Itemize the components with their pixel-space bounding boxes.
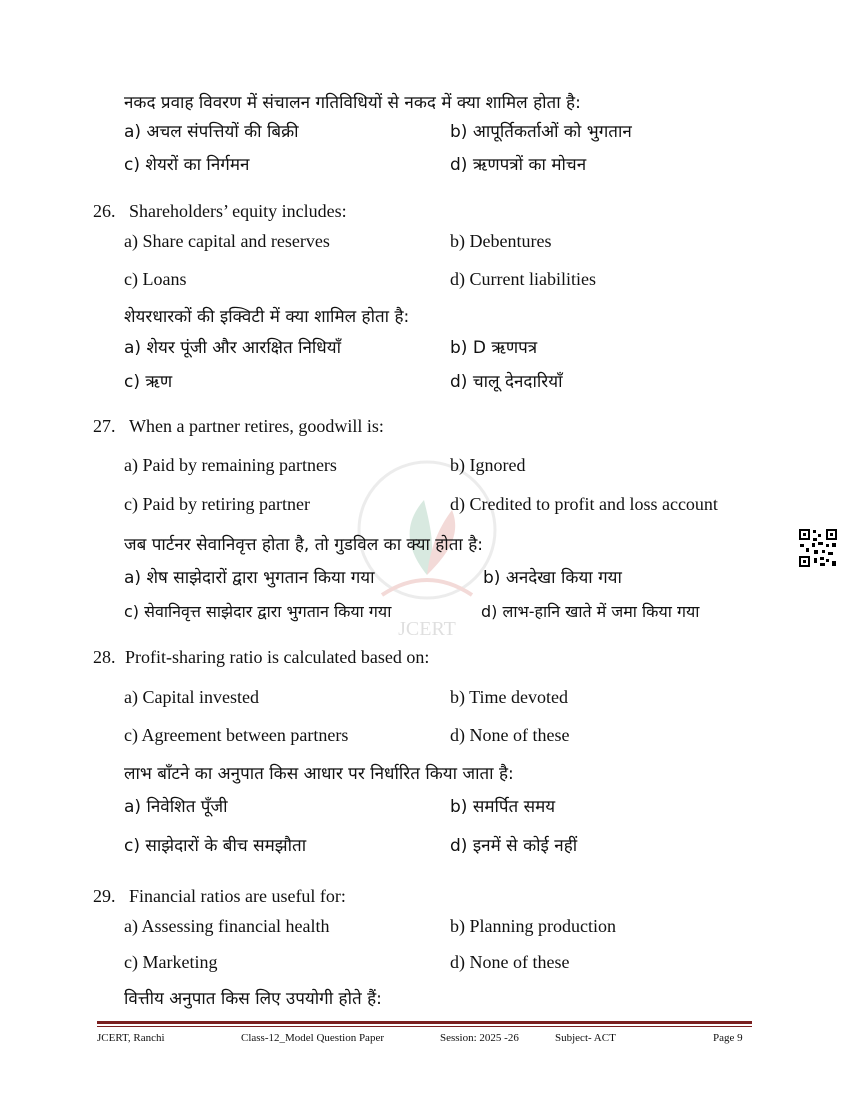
q28-hindi-option-b: b) समर्पित समय	[450, 797, 556, 817]
q27-number: 27.	[93, 416, 116, 436]
q29-hindi-question: वित्तीय अनुपात किस लिए उपयोगी होते हैं:	[124, 989, 382, 1009]
q28-option-d: d) None of these	[450, 725, 570, 745]
q26-hindi-option-a: a) शेयर पूंजी और आरक्षित निधियाँ	[124, 338, 342, 358]
q28-number: 28.	[93, 647, 116, 667]
q27-hindi-option-a: a) शेष साझेदारों द्वारा भुगतान किया गया	[124, 568, 375, 588]
q28-option-c: c) Agreement between partners	[124, 725, 349, 745]
q28-option-b: b) Time devoted	[450, 687, 569, 707]
qr-code-icon	[798, 528, 838, 568]
q26-number: 26.	[93, 201, 116, 221]
q27-option-a: a) Paid by remaining partners	[124, 455, 337, 475]
q27-option-b: b) Ignored	[450, 455, 526, 475]
q26-hindi-question: शेयरधारकों की इक्विटी में क्या शामिल होता है:	[124, 307, 410, 327]
q27-option-d: d) Credited to profit and loss account	[450, 494, 718, 514]
q25-hindi-option-b: b) आपूर्तिकर्ताओं को भुगतान	[450, 122, 632, 142]
q26-option-b: b) Debentures	[450, 231, 552, 251]
q29-question: Financial ratios are useful for:	[129, 886, 346, 906]
footer-rule-thin	[97, 1026, 752, 1027]
q28-question: Profit-sharing ratio is calculated based on:	[125, 647, 430, 667]
q26-hindi-option-d: d) चालू देनदारियाँ	[450, 372, 563, 392]
q29-option-b: b) Planning production	[450, 916, 616, 936]
q27-hindi-option-d: d) लाभ-हानि खाते में जमा किया गया	[481, 602, 700, 621]
q29-option-d: d) None of these	[450, 952, 570, 972]
q26-option-a: a) Share capital and reserves	[124, 231, 330, 251]
watermark-text: JCERT	[398, 618, 456, 640]
q25-hindi-option-a: a) अचल संपत्तियों की बिक्री	[124, 122, 299, 142]
footer-rule-thick	[97, 1021, 752, 1024]
q27-option-c: c) Paid by retiring partner	[124, 494, 310, 514]
q26-option-d: d) Current liabilities	[450, 269, 596, 289]
q26-option-c: c) Loans	[124, 269, 187, 289]
q28-option-a: a) Capital invested	[124, 687, 259, 707]
q29-option-a: a) Assessing financial health	[124, 916, 330, 936]
q27-hindi-option-b: b) अनदेखा किया गया	[483, 568, 622, 588]
q27-hindi-question: जब पार्टनर सेवानिवृत्त होता है, तो गुडविल का क्या होता है:	[124, 535, 483, 555]
q25-hindi-option-d: d) ऋणपत्रों का मोचन	[450, 155, 587, 175]
q27-hindi-option-c: c) सेवानिवृत्त साझेदार द्वारा भुगतान किया गया	[124, 602, 392, 621]
q28-hindi-option-a: a) निवेशित पूँजी	[124, 797, 228, 817]
footer-session: Session: 2025 -26	[440, 1032, 519, 1044]
footer-subject: Subject- ACT	[555, 1032, 616, 1044]
q26-hindi-option-c: c) ऋण	[124, 372, 173, 392]
q26-hindi-option-b: b) D ऋणपत्र	[450, 338, 538, 358]
footer-paper: Class-12_Model Question Paper	[241, 1032, 384, 1044]
q28-hindi-option-c: c) साझेदारों के बीच समझौता	[124, 836, 307, 856]
q28-hindi-option-d: d) इनमें से कोई नहीं	[450, 836, 578, 856]
q29-number: 29.	[93, 886, 116, 906]
q25-hindi-question: नकद प्रवाह विवरण में संचालन गतिविधियों से नकद में क्या शामिल होता है:	[124, 93, 581, 113]
footer-page-number: Page 9	[713, 1032, 743, 1044]
q28-hindi-question: लाभ बाँटने का अनुपात किस आधार पर निर्धारित किया जाता है:	[124, 764, 514, 784]
q27-question: When a partner retires, goodwill is:	[129, 416, 384, 436]
footer-org: JCERT, Ranchi	[97, 1032, 165, 1044]
q26-question: Shareholders’ equity includes:	[129, 201, 347, 221]
q29-option-c: c) Marketing	[124, 952, 218, 972]
q25-hindi-option-c: c) शेयरों का निर्गमन	[124, 155, 250, 175]
